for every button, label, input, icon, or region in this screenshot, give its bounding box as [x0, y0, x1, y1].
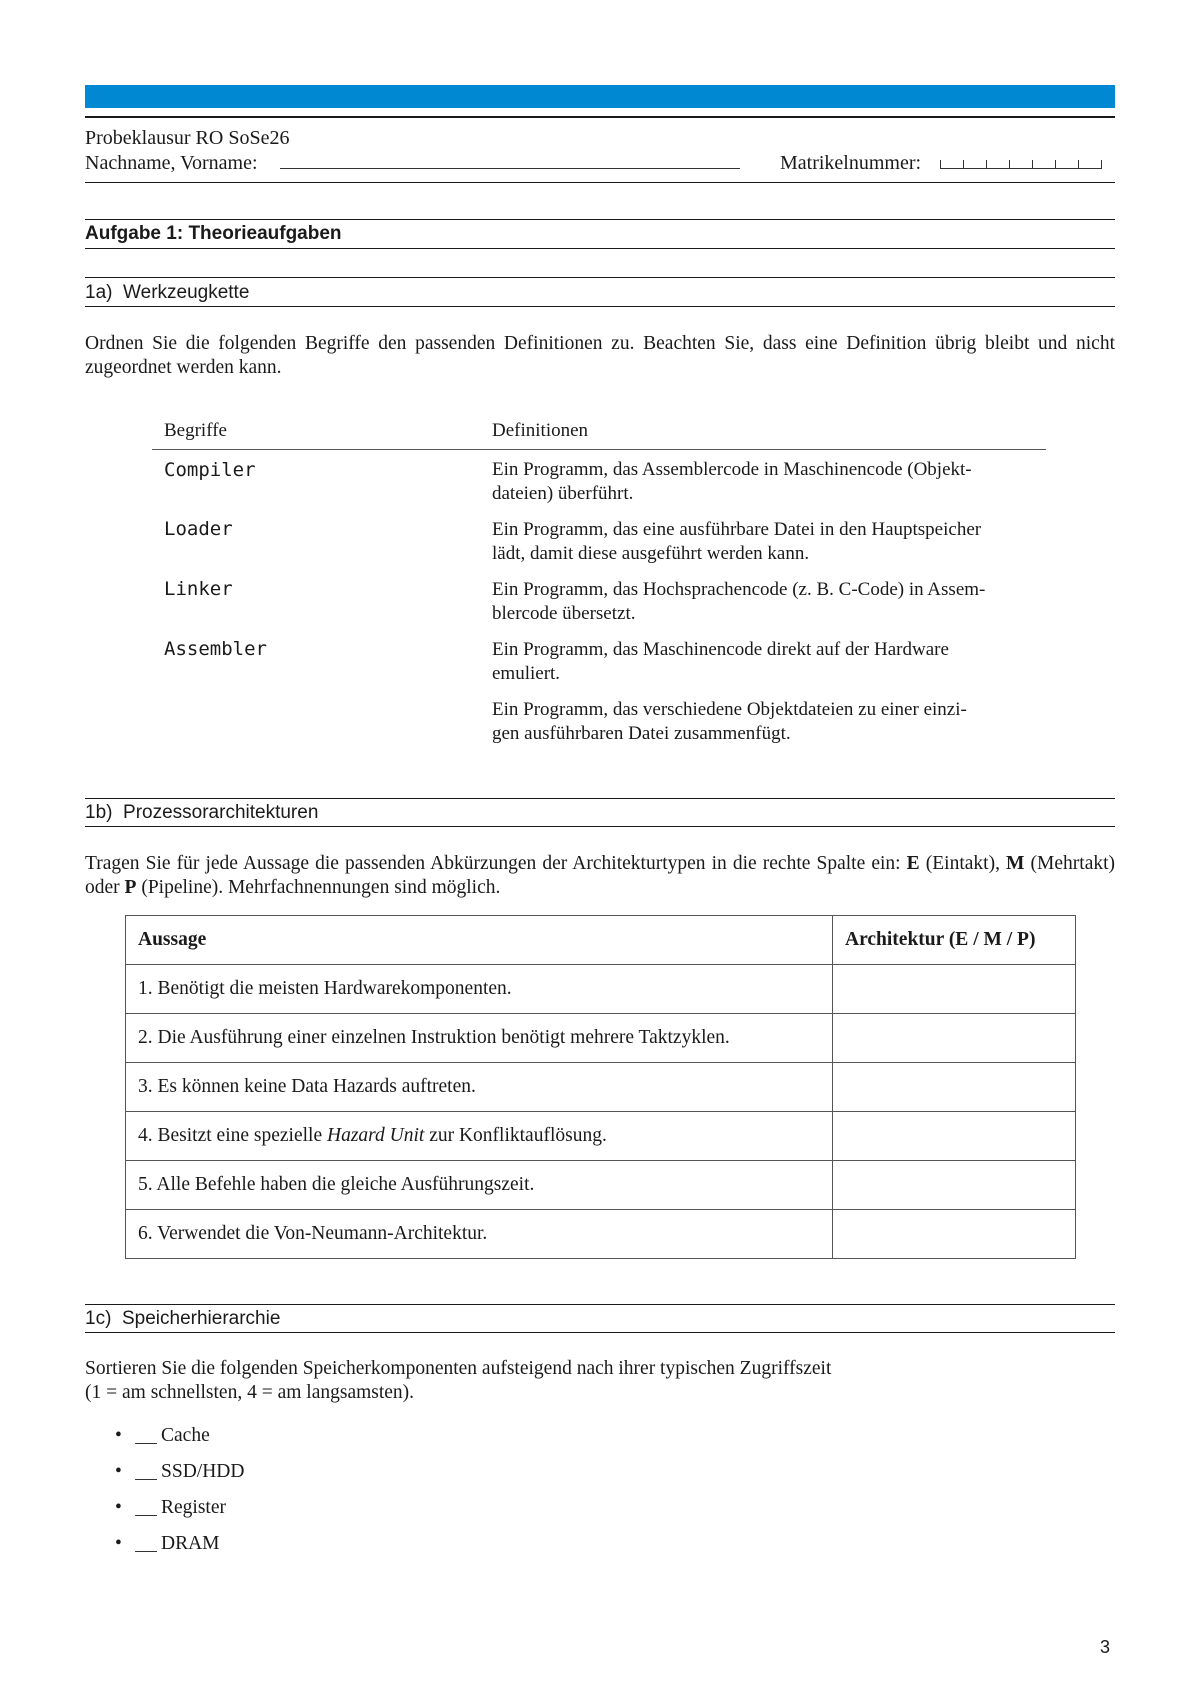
matrikel-digit-box[interactable]	[1032, 160, 1055, 169]
statement-emphasis: Hazard Unit	[326, 1125, 425, 1146]
definition-line: Ein Programm, das verschiedene Objektdateien zu einer einzi-	[492, 699, 967, 720]
bullet-icon: •	[115, 1461, 122, 1482]
task-title: Aufgabe 1: Theorieaufgaben	[85, 223, 342, 244]
definition-line: Ein Programm, das Assemblercode in Maschinencode (Objekt-	[492, 459, 972, 480]
table-row	[126, 1063, 1076, 1112]
memory-component: Cache	[161, 1425, 210, 1446]
definition-line: dateien) überführt.	[492, 483, 634, 504]
terms-column-header: Begriffe	[164, 420, 227, 441]
matrikel-digit-box[interactable]	[963, 160, 986, 169]
bullet-icon: •	[115, 1533, 122, 1554]
column-header-statement: Aussage	[126, 916, 833, 965]
subtask-label: 1a)	[85, 282, 113, 303]
definition-item	[492, 578, 1042, 626]
section-rule	[85, 248, 1115, 249]
header-rule-top	[85, 116, 1115, 118]
definition-line: gen ausführbaren Datei zusammenfügt.	[492, 723, 791, 744]
instruction-text: (Eintakt),	[919, 853, 1007, 874]
rank-blank[interactable]	[135, 1493, 157, 1516]
subtask-label: 1c)	[85, 1308, 112, 1329]
abbr-p: P	[124, 877, 137, 898]
statement-text: 1. Benötigt die meisten Hardwarekomponenten.	[138, 978, 512, 999]
header-color-bar	[85, 85, 1115, 108]
answer-cell[interactable]	[833, 1210, 1076, 1259]
answer-cell[interactable]	[833, 1112, 1076, 1161]
instruction-text: (Pipeline). Mehrfachnennungen sind möglich.	[136, 877, 501, 898]
abbr-m: M	[1006, 853, 1025, 874]
bullet-icon: •	[115, 1497, 122, 1518]
instruction-1c	[85, 1357, 1115, 1405]
instruction-text: Tragen Sie für jede Aussage die passenden Abkürzungen der Architekturtypen in die rechte Spalte ein:	[85, 853, 907, 874]
term-item: Loader	[164, 518, 233, 540]
statement-text: 6. Verwendet die Von-Neumann-Architektur.	[138, 1223, 488, 1244]
subtask-1a-heading	[85, 282, 249, 304]
name-field[interactable]	[280, 168, 740, 169]
term-item: Assembler	[164, 638, 267, 660]
table-row	[126, 1210, 1076, 1259]
matching-table-rule	[152, 449, 1046, 450]
subsection-rule	[85, 306, 1115, 307]
subsection-rule	[85, 826, 1115, 827]
definition-item	[492, 458, 1042, 506]
matrikel-digit-box[interactable]	[1078, 160, 1102, 169]
statement-cell	[126, 1063, 833, 1112]
matrikel-digit-box[interactable]	[1009, 160, 1032, 169]
memory-component: DRAM	[161, 1533, 220, 1554]
statement-text: 2. Die Ausführung einer einzelnen Instruktion benötigt mehrere Taktzyklen.	[138, 1027, 730, 1048]
header-rule-bottom	[85, 182, 1115, 183]
statement-cell	[126, 1112, 833, 1161]
statement-text: 5. Alle Befehle haben die gleiche Ausführungszeit.	[138, 1174, 535, 1195]
statement-cell	[126, 1014, 833, 1063]
memory-component: SSD/HDD	[161, 1461, 245, 1482]
subtask-1b-heading	[85, 802, 318, 824]
statement-text: 3. Es können keine Data Hazards auftreten.	[138, 1076, 476, 1097]
table-header-row	[126, 916, 1076, 965]
subsection-rule	[85, 1332, 1115, 1333]
rank-blank[interactable]	[135, 1421, 157, 1444]
bullet-icon: •	[115, 1425, 122, 1446]
list-item	[115, 1418, 244, 1454]
statement-cell	[126, 1210, 833, 1259]
table-row	[126, 1112, 1076, 1161]
abbr-e: E	[906, 853, 920, 874]
rank-blank[interactable]	[135, 1457, 157, 1480]
definition-line: blercode übersetzt.	[492, 603, 636, 624]
subsection-rule	[85, 1304, 1115, 1305]
memory-component: Register	[161, 1497, 226, 1518]
definition-item	[492, 698, 1042, 746]
name-label: Nachname, Vorname:	[85, 152, 258, 174]
answer-cell[interactable]	[833, 1063, 1076, 1112]
instruction-line: Sortieren Sie die folgenden Speicherkomponenten aufsteigend nach ihrer typischen Zugriffszeit	[85, 1358, 832, 1379]
definition-line: Ein Programm, das Hochsprachencode (z. B. C-Code) in Assem-	[492, 579, 986, 600]
instruction-1b	[85, 852, 1115, 900]
answer-cell[interactable]	[833, 965, 1076, 1014]
section-rule	[85, 219, 1115, 220]
rank-blank[interactable]	[135, 1529, 157, 1552]
statement-text: 4. Besitzt eine spezielle	[138, 1125, 327, 1146]
architecture-table	[125, 915, 1076, 1259]
table-row	[126, 965, 1076, 1014]
instruction-text: (Mehrtakt) oder	[85, 853, 1116, 898]
subtask-1c-heading	[85, 1308, 280, 1330]
matrikel-digit-box[interactable]	[986, 160, 1009, 169]
matrikel-label: Matrikelnummer:	[780, 152, 922, 174]
answer-cell[interactable]	[833, 1014, 1076, 1063]
definition-line: Ein Programm, das Maschinencode direkt auf der Hardware	[492, 639, 949, 660]
page-number: 3	[1100, 1637, 1111, 1657]
definition-line: Ein Programm, das eine ausführbare Datei in den Hauptspeicher	[492, 519, 982, 540]
table-row	[126, 1014, 1076, 1063]
subsection-rule	[85, 277, 1115, 278]
subtask-label: 1b)	[85, 802, 113, 823]
memory-list	[115, 1418, 244, 1562]
matrikel-field[interactable]	[940, 160, 1102, 169]
definition-item	[492, 518, 1042, 566]
column-header-architecture: Architektur (E / M / P)	[833, 916, 1076, 965]
answer-cell[interactable]	[833, 1161, 1076, 1210]
table-row	[126, 1161, 1076, 1210]
list-item	[115, 1454, 244, 1490]
course-title: Probeklausur RO SoSe26	[85, 127, 290, 149]
definition-line: lädt, damit diese ausgeführt werden kann.	[492, 543, 810, 564]
statement-cell	[126, 1161, 833, 1210]
instruction-line: (1 = am schnellsten, 4 = am langsamsten).	[85, 1382, 415, 1403]
definition-item	[492, 638, 1042, 686]
term-item: Linker	[164, 578, 233, 600]
statement-text: zur Konfliktauflösung.	[424, 1125, 607, 1146]
definitions-column-header: Definitionen	[492, 420, 589, 441]
instruction-1a: Ordnen Sie die folgenden Begriffe den passenden Definitionen zu. Beachten Sie, dass eine Definition übrig bleibt und nicht zugeordnet werden kann.	[85, 333, 1115, 378]
matrikel-digit-box[interactable]	[940, 160, 963, 169]
subtask-title: Werkzeugkette	[123, 282, 250, 303]
subsection-rule	[85, 798, 1115, 799]
list-item	[115, 1490, 244, 1526]
statement-cell	[126, 965, 833, 1014]
term-item: Compiler	[164, 459, 256, 481]
matrikel-digit-box[interactable]	[1055, 160, 1078, 169]
definition-line: emuliert.	[492, 663, 561, 684]
subtask-title: Speicherhierarchie	[121, 1308, 281, 1329]
subtask-title: Prozessorarchitekturen	[123, 802, 319, 823]
list-item	[115, 1526, 244, 1562]
